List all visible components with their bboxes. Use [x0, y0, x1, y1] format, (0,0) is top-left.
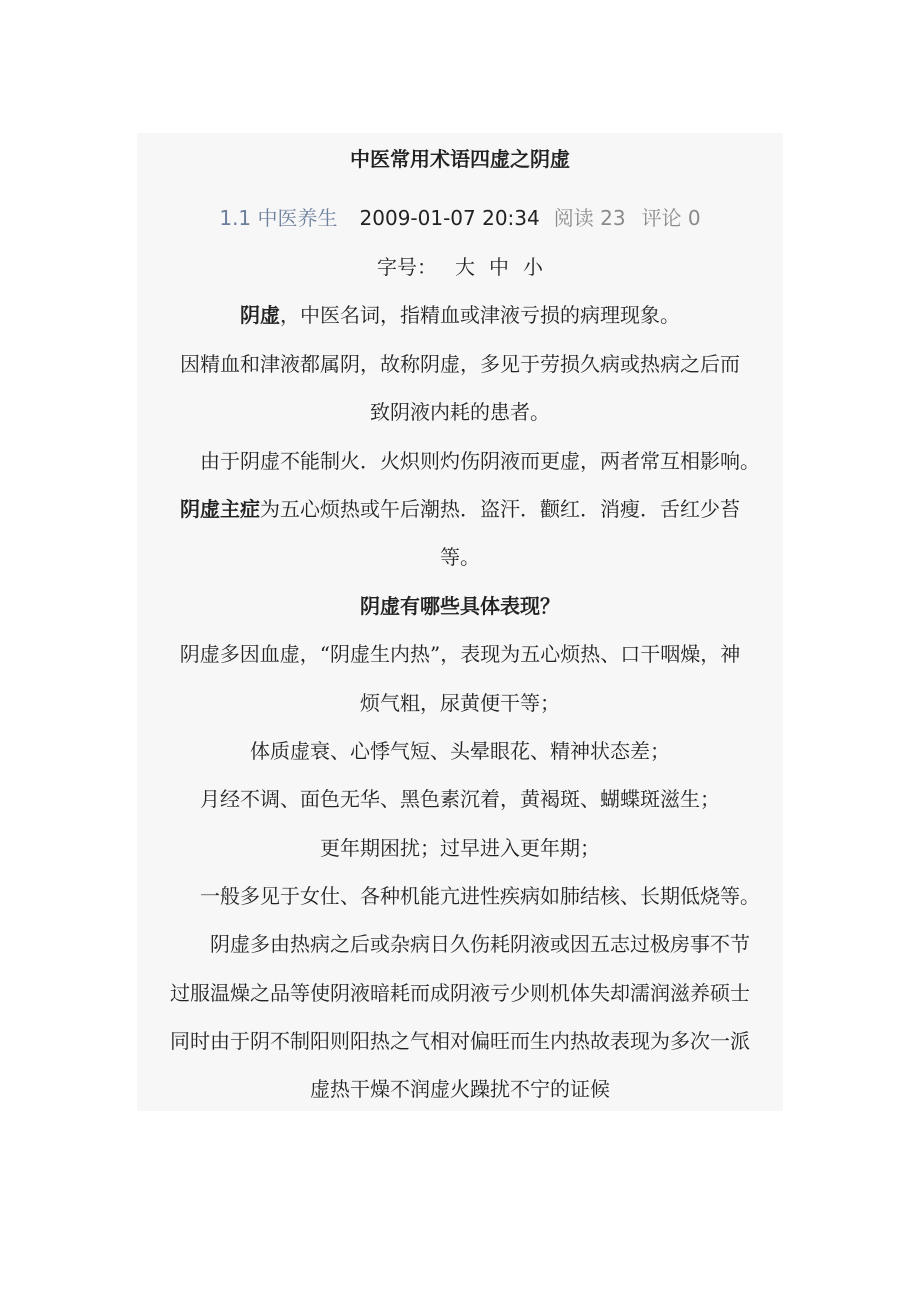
section-heading: 阴虚有哪些具体表现？: [360, 594, 560, 618]
paragraph-manifestation-line2: 烦气粗，尿黄便干等；: [360, 691, 560, 715]
symptoms-text: 为五心烦热或午后潮热．盗汗．颧红．消瘦．舌红少苔: [260, 497, 740, 521]
font-size-small-link[interactable]: 小: [523, 255, 543, 279]
paragraph-definition: [137, 302, 783, 328]
paragraph-constitution: 体质虚衰、心悸气短、头晕眼花、精神状态差；: [250, 739, 670, 763]
paragraph-population: 一般多见于女仕、各种机能亢进性疾病如肺结核、长期低烧等。: [200, 884, 760, 908]
paragraph-etiology-line2: 过服温燥之品等使阴液暗耗而成阴液亏少则机体失却濡润滋养硕士: [170, 981, 750, 1005]
paragraph-cause-line2: 致阴液内耗的患者。: [370, 400, 550, 424]
font-size-label: 字号：: [377, 255, 437, 279]
paragraph-etiology-line1: 阴虚多由热病之后或杂病日久伤耗阴液或因五志过极房事不节: [210, 932, 750, 956]
comment-count[interactable]: 评论 0: [641, 206, 701, 230]
read-count: 阅读 23: [553, 206, 626, 230]
term-main-symptoms: 阴虚主症: [180, 497, 260, 521]
post-datetime: 2009-01-07 20:34: [359, 206, 540, 230]
paragraph-cause-line1: 因精血和津液都属阴，故称阴虚，多见于劳损久病或热病之后而: [180, 352, 740, 376]
category-link[interactable]: 1.1 中医养生: [219, 206, 338, 230]
article-meta: [137, 205, 783, 231]
paragraph-symptoms-line1: [137, 496, 783, 522]
paragraph-mechanism: 由于阴虚不能制火．火炽则灼伤阴液而更虚，两者常互相影响。: [200, 449, 760, 473]
article-title: 中医常用术语四虚之阴虚: [350, 147, 570, 171]
font-size-large-link[interactable]: 大: [455, 255, 475, 279]
font-size-selector: [137, 254, 783, 280]
term-yinxu: 阴虚: [240, 303, 280, 327]
paragraph-menopause: 更年期困扰；过早进入更年期；: [320, 836, 600, 860]
definition-text: ，中医名词，指精血或津液亏损的病理现象。: [280, 303, 680, 327]
paragraph-menstrual: 月经不调、面色无华、黑色素沉着，黄褐斑、蝴蝶斑滋生；: [200, 787, 720, 811]
paragraph-symptoms-line2: 等。: [440, 545, 480, 569]
paragraph-etiology-line3: 同时由于阴不制阳则阳热之气相对偏旺而生内热故表现为多次一派: [170, 1029, 750, 1053]
paragraph-etiology-line4: 虚热干燥不润虚火躁扰不宁的证候: [310, 1077, 610, 1101]
font-size-medium-link[interactable]: 中: [489, 255, 509, 279]
paragraph-manifestation-line1: 阴虚多因血虚，“阴虚生内热”，表现为五心烦热、口干咽燥，神: [179, 642, 741, 666]
